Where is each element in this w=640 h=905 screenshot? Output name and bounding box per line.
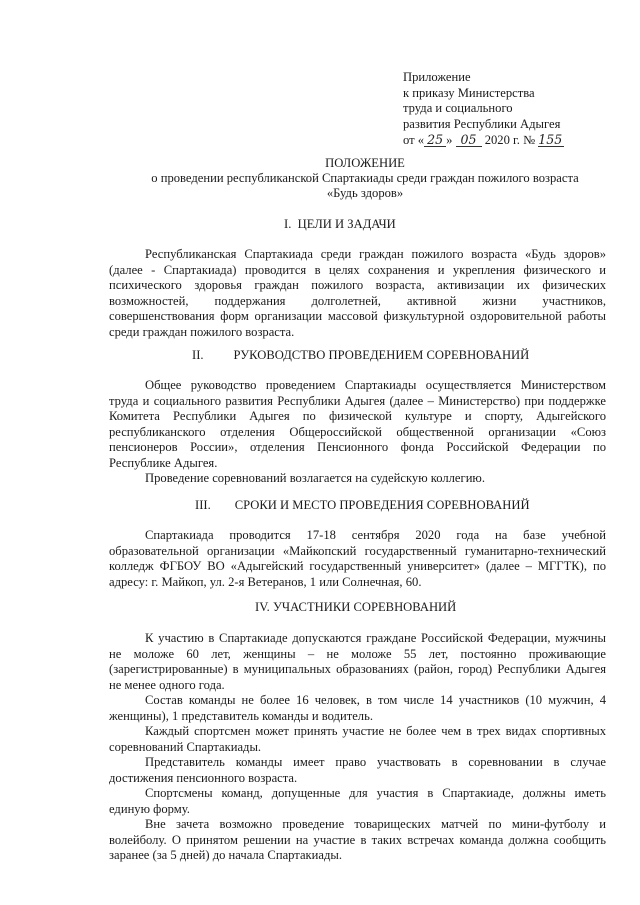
paragraph xyxy=(109,247,606,340)
section-heading: III. СРОКИ И МЕСТО ПРОВЕДЕНИЯ СОРЕВНОВАНИЙ xyxy=(195,498,530,512)
document-subtitle: о проведении республиканской Спартакиады среди граждан пожилого возраста xyxy=(151,171,579,185)
text-line: Республиканская Спартакиада среди граждан пожилого возраста «Будь здоров» xyxy=(145,247,606,261)
text-line: Республике Адыгея. xyxy=(109,455,218,470)
text-line: адресу: г. Майкоп, ул. 2-я Ветеранов, 1 или Солнечная, 60. xyxy=(109,574,422,589)
order-number: 155 xyxy=(538,132,563,148)
annex-line: к приказу Министерства xyxy=(403,85,535,100)
text-line: Каждый спортсмен может принять участие не более чем в трех видах спортивных xyxy=(145,724,606,738)
text-line: Общее руководство проведением Спартакиады осуществляется Министерством xyxy=(145,378,606,392)
text-line: (зарегистрированные) в муниципальных образованиях (район, город) Республики Адыгея xyxy=(109,662,606,676)
text-line: (далее - Спартакиада) проводится в целях сохранения и укрепления физического и xyxy=(109,262,606,277)
text-line: психического здоровья граждан пожилого возраста, активизации их физических xyxy=(109,278,606,292)
text-line: Вне зачета возможно проведение товарищеских матчей по мини-футболу и xyxy=(145,817,606,831)
date-sep: » xyxy=(446,133,453,148)
section-heading: IV. УЧАСТНИКИ СОРЕВНОВАНИЙ xyxy=(255,600,457,614)
text-line: соревнований Спартакиады. xyxy=(109,739,262,754)
text-line: республиканского отделения Общероссийской общественной организации «Союз xyxy=(109,424,606,439)
text-line: колледж ФГБОУ ВО «Адыгейский государственный университет» (далее – МГГТК), по xyxy=(109,559,606,573)
text-line: Спартакиада проводится 17-18 сентября 2020 года на базе учебной xyxy=(145,528,606,542)
annex-block xyxy=(403,70,603,149)
date-month: 05 xyxy=(456,132,482,148)
text-line: Комитета Республики Адыгея по физической культуре и спорту, Адыгейского xyxy=(109,409,606,423)
date-day: 25 xyxy=(424,132,446,148)
document-subtitle: «Будь здоров» xyxy=(326,186,404,200)
text-line: женщины), 1 представитель команды и водитель. xyxy=(109,708,373,723)
text-line: Состав команды не более 16 человек, в том числе 14 участников (10 мужчин, 4 xyxy=(145,693,606,707)
section-heading: II. РУКОВОДСТВО ПРОВЕДЕНИЕМ СОРЕВНОВАНИЙ xyxy=(192,348,530,362)
paragraph xyxy=(109,528,606,590)
date-year: 2020 г. № xyxy=(484,133,536,148)
text-line: среди граждан пожилого возраста. xyxy=(109,324,295,339)
text-line: не моложе 60 лет, женщины – не моложе 55 лет, постоянно проживающие xyxy=(109,646,606,661)
date-prefix: от « xyxy=(403,133,425,148)
section-heading: I. ЦЕЛИ И ЗАДАЧИ xyxy=(284,217,396,231)
paragraph: Проведение соревнований возлагается на судейскую коллегию. xyxy=(145,471,485,485)
text-line: волейболу. О принятом решении на участие в таких встречах команда должна сообщить xyxy=(109,832,606,847)
annex-line: развития Республики Адыгея xyxy=(403,116,561,131)
annex-date-line xyxy=(403,132,603,149)
text-line: заранее (за 5 дней) до начала Спартакиады. xyxy=(109,848,342,862)
paragraph xyxy=(109,378,606,471)
text-line: Представитель команды имеет право участвовать в соревновании в случае xyxy=(145,755,606,769)
document-title: ПОЛОЖЕНИЕ xyxy=(325,156,405,170)
text-line: единую форму. xyxy=(109,801,190,816)
text-line: пенсионеров России», отделения Пенсионного фонда Российской Федерации по xyxy=(109,440,606,454)
annex-line: труда и социального xyxy=(403,101,513,116)
text-line: достижения пенсионного возраста. xyxy=(109,770,298,785)
text-line: труда и социального развития Республики Адыгея (далее – Министерство) при поддержке xyxy=(109,393,606,408)
text-line: К участию в Спартакиаде допускаются граждане Российской Федерации, мужчины xyxy=(145,631,606,645)
annex-line: Приложение xyxy=(403,70,471,84)
text-line: не менее одного года. xyxy=(109,677,225,692)
text-line: возможностей, поддержания долголетней, активной жизни участников, xyxy=(109,293,606,308)
text-line: совершенствования форм организации массовой физкультурной оздоровительной работы xyxy=(109,309,606,323)
text-line: образовательной организации «Майкопский государственный гуманитарно-технический xyxy=(109,543,606,558)
text-line: Спортсмены команд, допущенные для участия в Спартакиаде, должны иметь xyxy=(145,786,606,800)
paragraph xyxy=(109,631,606,864)
